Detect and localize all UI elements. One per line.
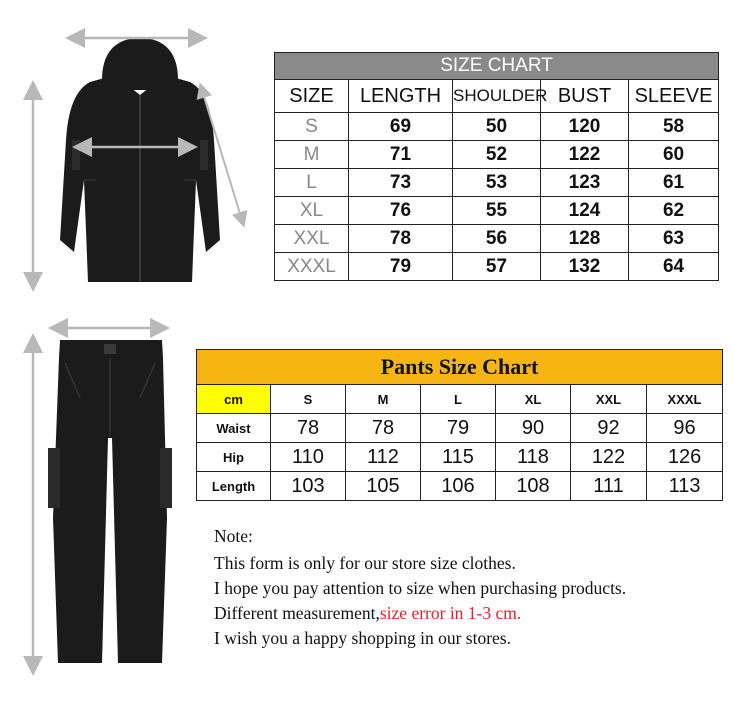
table-row: [275, 113, 719, 141]
note-line: I wish you a happy shopping in our stores.: [214, 628, 511, 648]
value-cell: 108: [496, 472, 571, 501]
note-line: [214, 601, 744, 626]
bust-cell: 122: [541, 141, 629, 169]
bust-cell: 120: [541, 113, 629, 141]
length-cell: 71: [349, 141, 453, 169]
pants-header-unit: cm: [197, 385, 271, 414]
jacket-header-length: LENGTH: [349, 80, 453, 113]
size-cell: M: [275, 141, 349, 169]
table-row: [275, 169, 719, 197]
pants-chart-title: Pants Size Chart: [197, 350, 723, 385]
shoulder-cell: 56: [453, 225, 541, 253]
value-cell: 118: [496, 443, 571, 472]
sleeve-cell: 62: [629, 197, 719, 225]
table-row: [275, 253, 719, 281]
size-cell: XXXL: [275, 253, 349, 281]
shoulder-cell: 52: [453, 141, 541, 169]
bust-cell: 132: [541, 253, 629, 281]
bust-cell: 123: [541, 169, 629, 197]
pants-header-m: M: [346, 385, 421, 414]
sleeve-cell: 58: [629, 113, 719, 141]
pants-size-table: [196, 349, 723, 501]
shoulder-cell: 55: [453, 197, 541, 225]
note-line: This form is only for our store size clothes.: [214, 553, 516, 573]
size-cell: XXL: [275, 225, 349, 253]
size-cell: XL: [275, 197, 349, 225]
sleeve-cell: 64: [629, 253, 719, 281]
table-row: [275, 197, 719, 225]
table-row: [197, 414, 723, 443]
length-cell: 69: [349, 113, 453, 141]
value-cell: 112: [346, 443, 421, 472]
value-cell: 103: [271, 472, 346, 501]
value-cell: 115: [421, 443, 496, 472]
length-cell: 76: [349, 197, 453, 225]
size-cell: L: [275, 169, 349, 197]
value-cell: 106: [421, 472, 496, 501]
note-line-text: Different measurement,: [214, 603, 380, 623]
pants-header-l: L: [421, 385, 496, 414]
value-cell: 122: [571, 443, 647, 472]
jacket-chart-title: SIZE CHART: [275, 53, 719, 80]
sleeve-cell: 61: [629, 169, 719, 197]
length-cell: 73: [349, 169, 453, 197]
length-cell: 79: [349, 253, 453, 281]
note-line: I hope you pay attention to size when purchasing products.: [214, 578, 627, 598]
jacket-header-bust: BUST: [541, 80, 629, 113]
value-cell: 79: [421, 414, 496, 443]
value-cell: 110: [271, 443, 346, 472]
value-cell: 96: [647, 414, 723, 443]
note-highlight: size error in 1-3 cm.: [379, 603, 522, 623]
value-cell: 113: [647, 472, 723, 501]
note-title: Note:: [214, 526, 253, 546]
jacket-image: [20, 20, 260, 305]
value-cell: 126: [647, 443, 723, 472]
jacket-size-table: [274, 52, 719, 281]
shoulder-cell: 50: [453, 113, 541, 141]
jacket-header-shoulder: SHOULDER: [453, 80, 541, 113]
jacket-header-size: SIZE: [275, 80, 349, 113]
pants-header-xxxl: XXXL: [647, 385, 723, 414]
pants-header-xl: XL: [496, 385, 571, 414]
row-label-hip: Hip: [197, 443, 271, 472]
shoulder-cell: 53: [453, 169, 541, 197]
value-cell: 92: [571, 414, 647, 443]
row-label-waist: Waist: [197, 414, 271, 443]
row-label-length: Length: [197, 472, 271, 501]
value-cell: 78: [346, 414, 421, 443]
pants-header-s: S: [271, 385, 346, 414]
table-row: [275, 225, 719, 253]
size-cell: S: [275, 113, 349, 141]
bust-cell: 128: [541, 225, 629, 253]
note-section: [214, 524, 744, 651]
pants-header-xxl: XXL: [571, 385, 647, 414]
jacket-header-sleeve: SLEEVE: [629, 80, 719, 113]
shoulder-cell: 57: [453, 253, 541, 281]
sleeve-cell: 60: [629, 141, 719, 169]
length-cell: 78: [349, 225, 453, 253]
value-cell: 105: [346, 472, 421, 501]
table-row: [197, 472, 723, 501]
value-cell: 78: [271, 414, 346, 443]
pants-image: [20, 318, 185, 678]
value-cell: 111: [571, 472, 647, 501]
table-row: [197, 443, 723, 472]
table-row: [275, 141, 719, 169]
value-cell: 90: [496, 414, 571, 443]
bust-cell: 124: [541, 197, 629, 225]
sleeve-cell: 63: [629, 225, 719, 253]
